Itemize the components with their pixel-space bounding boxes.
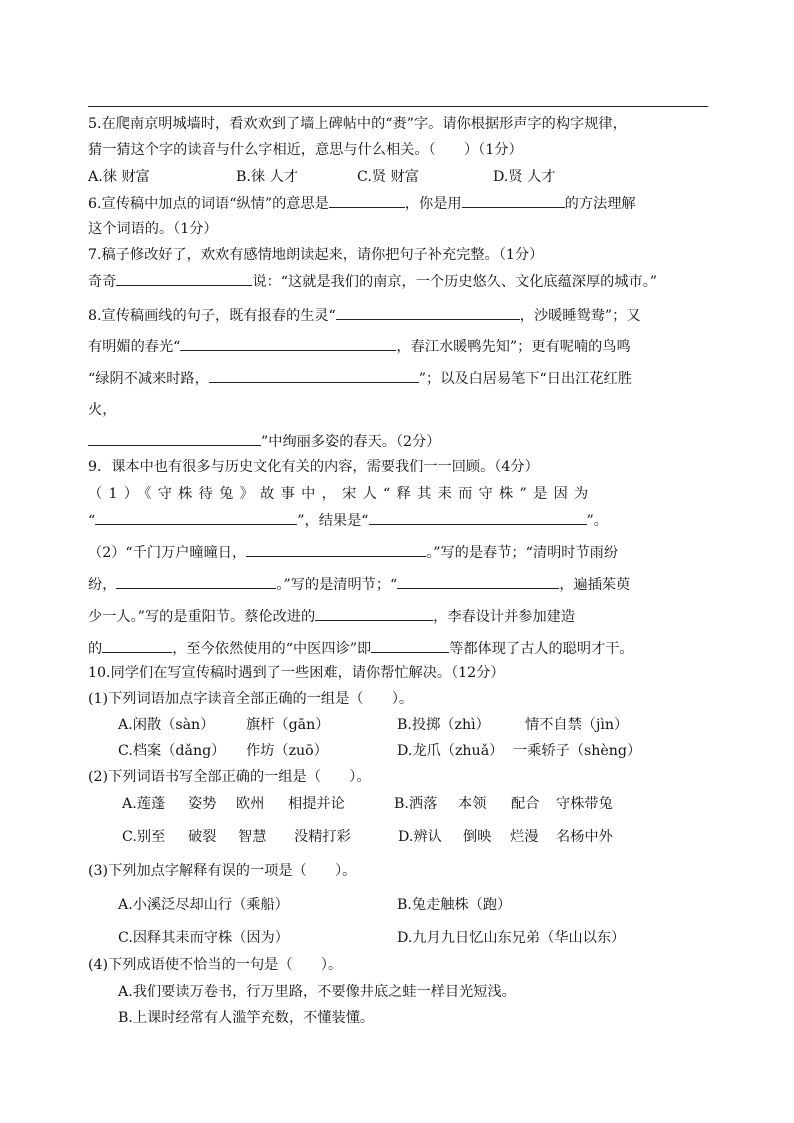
q5-line1: 5.在爬南京明城墙时，看欢欢到了墙上碑帖中的“赉”字。请你根据形声字的构字规律， bbox=[88, 116, 627, 132]
q9-blank-8[interactable] bbox=[371, 638, 449, 653]
top-rule bbox=[88, 106, 708, 107]
q8-line4: 火， bbox=[88, 402, 117, 418]
q9-line1: 9．课本中也有很多与历史文化有关的内容，需要我们一一回顾。（4分） bbox=[88, 459, 539, 475]
q7-line2 bbox=[88, 271, 657, 292]
q5-option-c: C.贤 财富 bbox=[357, 169, 419, 185]
q8-text-d: ，春江水暖鸭先知”；更有呢喃的鸟鸣 bbox=[396, 339, 631, 355]
q9-part2-line2 bbox=[88, 574, 630, 595]
q8-blank-4[interactable] bbox=[88, 431, 261, 446]
q9-text-p2f: 少一人。”写的是重阳节。蔡伦改进的 bbox=[88, 609, 316, 625]
q7-line1: 7.稿子修改好了，欢欢有感情地朗读起来，请你把句子补充完整。（1分） bbox=[88, 247, 544, 263]
q7-blank[interactable] bbox=[116, 271, 252, 286]
q8-blank-3[interactable] bbox=[209, 368, 419, 383]
q10-s2-d-0: D.辨认 bbox=[398, 829, 442, 845]
q9-part1-line1: （1）《守株待兔》故事中，宋人“释其耒而守株”是因为 bbox=[88, 486, 595, 502]
q9-text-p2i: ，至今依然使用的“中医四诊”即 bbox=[172, 641, 372, 657]
q8-line5 bbox=[88, 431, 440, 452]
q8-line1 bbox=[88, 305, 641, 326]
q9-blank-4[interactable] bbox=[116, 574, 276, 589]
q8-text-f: ”；以及白居易笔下“日出江花红胜 bbox=[418, 371, 632, 387]
q10-s3-c: C.因释其耒而守株（因为） bbox=[118, 930, 289, 946]
q10-s2-c-3: 没精打彩 bbox=[294, 829, 351, 845]
q10-s2-title: (2)下列词语书写全部正确的一组是（ ）。 bbox=[88, 769, 371, 785]
q7-text-a: 奇奇 bbox=[88, 274, 117, 290]
q10-s2-a-2: 欧州 bbox=[236, 796, 265, 812]
q9-part1-line2 bbox=[88, 510, 608, 531]
q9-part2-line3 bbox=[88, 606, 575, 627]
q10-s3-d: D.九月九日忆山东兄弟（华山以东） bbox=[397, 930, 626, 946]
q9-blank-3[interactable] bbox=[246, 542, 426, 557]
q9-blank-5[interactable] bbox=[397, 574, 559, 589]
q6-text-b: ，你是用 bbox=[404, 196, 462, 212]
q10-s2-a-1: 姿势 bbox=[188, 796, 217, 812]
q10-s2-c-0: C.别至 bbox=[122, 829, 166, 845]
q9-text-p2b: 。”写的是春节；“清明时节雨纷 bbox=[426, 545, 619, 561]
q9-part2-line1 bbox=[88, 542, 618, 563]
q8-blank-2[interactable] bbox=[180, 336, 396, 351]
q9-text-p2a: （2）“千门万户曈曈日， bbox=[88, 545, 247, 561]
q10-s4-title: (4)下列成语使不恰当的一句是（ ）。 bbox=[88, 957, 343, 973]
q6-text-c: 的方法理解 bbox=[564, 196, 636, 212]
q10-s1-d1: D.龙爪（zhuǎ） bbox=[397, 743, 504, 759]
q10-line1: 10.同学们在写宣传稿时遇到了一些困难，请你帮忙解决。（12分） bbox=[88, 665, 505, 681]
q8-text-e: “绿阴不减来时路， bbox=[88, 371, 209, 387]
q10-s1-a1: A.闲散（sàn） bbox=[118, 717, 215, 733]
q10-s1-c2: 作坊（zuō） bbox=[246, 743, 328, 759]
q10-s1-c1: C.档案（dǎng） bbox=[118, 743, 226, 759]
q9-blank-7[interactable] bbox=[102, 638, 172, 653]
q10-s2-a-0: A.莲蓬 bbox=[122, 796, 166, 812]
q10-s1-b2: 情不自禁（jìn） bbox=[525, 717, 629, 733]
q6-blank-2[interactable] bbox=[462, 193, 565, 208]
q9-part2-line4 bbox=[88, 638, 634, 659]
q9-text-p2j: 等都体现了古人的聪明才干。 bbox=[449, 641, 634, 657]
q8-text-a: 8.宣传稿画线的句子，既有报春的生灵“ bbox=[88, 308, 336, 324]
q10-s2-d-1: 倒映 bbox=[463, 829, 492, 845]
q8-blank-1[interactable] bbox=[336, 305, 520, 320]
q10-s1-a2: 旗杆（gān） bbox=[246, 717, 330, 733]
q6-blank-1[interactable] bbox=[329, 193, 405, 208]
q9-text-p2h: 的 bbox=[88, 641, 103, 657]
q10-s2-d-2: 烂漫 bbox=[510, 829, 539, 845]
q6-line1 bbox=[88, 193, 636, 214]
q9-text-p1c: ”，结果是“ bbox=[297, 513, 369, 529]
q9-blank-2[interactable] bbox=[369, 510, 587, 525]
q10-s2-b-2: 配合 bbox=[511, 796, 540, 812]
q5-line2: 猜一猜这个字的读音与什么字相近，意思与什么相关。（ ）（1分） bbox=[88, 142, 523, 158]
q6-text-a: 6.宣传稿中加点的词语“纵情”的意思是 bbox=[88, 196, 329, 212]
q8-text-c: 有明媚的春光“ bbox=[88, 339, 181, 355]
q10-s3-b: B.兔走触株（跑） bbox=[397, 897, 512, 913]
q8-text-h: ”中绚丽多姿的春天。（2分） bbox=[261, 434, 441, 450]
q9-text-p1b: “ bbox=[88, 513, 96, 529]
q5-option-a: A.徕 财富 bbox=[88, 169, 150, 185]
q10-s3-a: A.小溪泛尽却山行（乘船） bbox=[118, 897, 289, 913]
q9-blank-1[interactable] bbox=[95, 510, 297, 525]
q5-option-d: D.贤 人才 bbox=[493, 169, 556, 185]
q10-s2-b-0: B.洒落 bbox=[394, 796, 438, 812]
q10-s2-d-3: 名杨中外 bbox=[556, 829, 613, 845]
q7-text-b: 说：“这就是我们的南京，一个历史悠久、文化底蕴深厚的城市。” bbox=[252, 274, 658, 290]
q10-s2-b-1: 本领 bbox=[458, 796, 487, 812]
q10-s1-d2: 一乘轿子（shèng） bbox=[513, 743, 642, 759]
q9-text-p2d: 。”写的是清明节；“ bbox=[276, 577, 398, 593]
q10-s1-b1: B.投掷（zhì） bbox=[397, 717, 490, 733]
q9-blank-6[interactable] bbox=[315, 606, 433, 621]
q9-text-p2e: ，遍插茱萸 bbox=[559, 577, 631, 593]
q10-s4-a-text: A.我们要读万卷书，行万里路，不要像井底之蛙一样目光短浅。 bbox=[118, 984, 516, 1000]
q10-s1-title: (1)下列词语加点字读音全部正确的一组是（ ）。 bbox=[88, 691, 414, 707]
q8-line2 bbox=[88, 336, 631, 357]
q9-text-p2g: ，李春设计并参加建造 bbox=[433, 609, 576, 625]
q8-text-b: ，沙暖睡鸳鸯”；又 bbox=[519, 308, 641, 324]
q10-s2-b-3: 守株带兔 bbox=[556, 796, 613, 812]
q5-option-b: B.徕 人才 bbox=[236, 169, 299, 185]
q10-s2-c-2: 智慧 bbox=[238, 829, 267, 845]
q10-s2-c-1: 破裂 bbox=[188, 829, 217, 845]
q10-s3-title: (3)下列加点字解释有误的一项是（ ）。 bbox=[88, 863, 357, 879]
q10-s2-a-3: 相提并论 bbox=[288, 796, 345, 812]
q9-text-p1d: ”。 bbox=[586, 513, 608, 529]
q8-line3 bbox=[88, 368, 632, 389]
q9-text-p2c: 纷， bbox=[88, 577, 117, 593]
q10-s4-b-text: B.上课时经常有人滥竽充数，不懂装懂。 bbox=[118, 1010, 375, 1026]
q6-line2: 这个词语的。（1分） bbox=[88, 221, 218, 237]
